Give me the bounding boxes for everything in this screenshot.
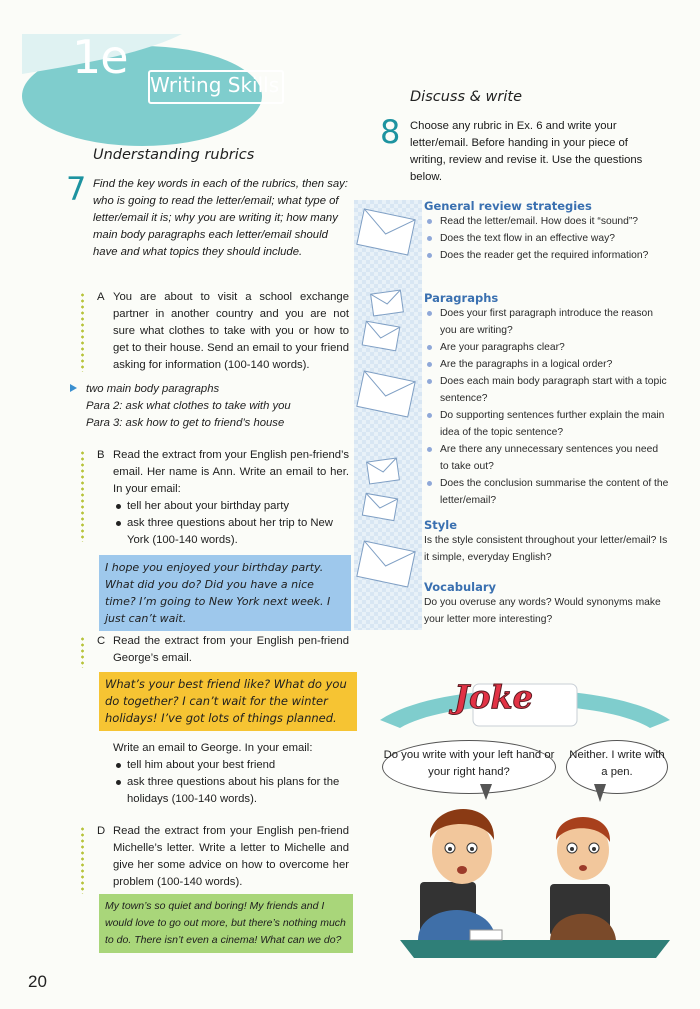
boy-right-figure <box>550 817 616 940</box>
general-review-item: Read the letter/email. How does it “sound”? <box>424 213 674 230</box>
paragraphs-item: Are the paragraphs in a logical order? <box>424 356 669 373</box>
task-d <box>97 823 349 891</box>
style-text: Is the style consistent throughout your letter/email? Is it simple, everyday English? <box>424 535 668 563</box>
general-review-item: Does the reader get the required information? <box>424 247 674 264</box>
task-b-bullet: tell her about your birthday party <box>113 498 349 515</box>
paragraphs-item: Are there any unnecessary sentences you need to take out? <box>424 441 669 475</box>
envelope-decoration <box>354 200 422 630</box>
exercise-7-instruction: Find the key words in each of the rubrics, then say: who is going to read the letter/email; what type of letter/email it is; why you are writing it; how many main body paragraphs each letter/email should have and what topics they should include. <box>93 178 348 258</box>
task-d-text: Read the extract from your English pen-friend Michelle’s letter. Write a letter to Michelle and give her some advice on how to overcome her problem (100-140 words). <box>113 825 349 888</box>
task-a <box>97 289 349 374</box>
task-a-dots <box>81 292 84 372</box>
style-title: Style <box>424 518 458 532</box>
task-c-letter: C <box>97 635 106 647</box>
task-c-instruction <box>113 740 349 808</box>
paragraphs-item: Are your paragraphs clear? <box>424 339 669 356</box>
task-c-text: Read the extract from your English pen-friend George’s email. <box>113 635 349 664</box>
general-review-title: General review strategies <box>424 199 592 213</box>
plan-line: two main body paragraphs <box>86 383 220 395</box>
unit-number: 1e <box>72 30 128 84</box>
unit-title: Writing Skills <box>150 73 280 97</box>
task-b-letter: B <box>97 449 105 461</box>
task-c-dots <box>81 636 84 668</box>
paragraphs-item: Does the conclusion summarise the content of the letter/email? <box>424 475 669 509</box>
task-d-letter: D <box>97 825 106 837</box>
task-a-plan <box>86 381 346 432</box>
task-c-bullet: ask three questions about his plans for the holidays (100-140 words). <box>113 774 349 808</box>
task-a-letter: A <box>97 291 105 303</box>
task-d-extract: My town’s so quiet and boring! My friends and I would love to go out more, but there’s nothing much to do. There isn’t even a cinema! What can we do? <box>99 894 353 953</box>
envelope-icon <box>371 290 404 316</box>
plan-arrow-icon <box>70 384 77 392</box>
paragraphs-title: Paragraphs <box>424 291 499 305</box>
task-b-extract: I hope you enjoyed your birthday party. What did you do? Did you have a nice time? I’m going to New York next week. I just can’t wait. <box>99 555 351 631</box>
joke-title: Joke <box>454 678 534 716</box>
task-b-bullet: ask three questions about her trip to New York (100-140 words). <box>113 515 349 549</box>
task-d-dots <box>81 826 84 894</box>
task-a-text: You are about to visit a school exchange partner in another country and you are not sure what clothes to take with you or how to get to their house. Send an email to your friend asking for information (100-140 words). <box>113 291 349 371</box>
envelope-icon <box>367 458 400 484</box>
task-c-extract: What’s your best friend like? What do you do together? I can’t wait for the winter holidays! I’ve got lots of things planned. <box>99 672 357 731</box>
plan-line: Para 2: ask what clothes to take with you <box>86 400 291 412</box>
speech-bubble-question: Do you write with your left hand or your right hand? <box>382 740 556 794</box>
discuss-write-heading: Discuss & write <box>410 89 522 105</box>
task-b-text: Read the extract from your English pen-friend’s email. Her name is Ann. Write an email to her. In your email: <box>113 449 349 495</box>
general-review-item: Does the text flow in an effective way? <box>424 230 674 247</box>
paragraphs-item: Does each main body paragraph start with a topic sentence? <box>424 373 669 407</box>
exercise-8-number: 8 <box>380 113 401 151</box>
joke-illustration <box>400 790 670 960</box>
boy-left-figure <box>418 809 496 940</box>
task-c-follow: Write an email to George. In your email: <box>113 742 313 754</box>
speech-bubble-answer: Neither. I write with a pen. <box>566 740 668 794</box>
exercise-7-number: 7 <box>66 170 87 208</box>
exercise-8-instruction: Choose any rubric in Ex. 6 and write your letter/email. Before handing in your piece of writing, review and revise it. Use the questions below. <box>410 120 643 183</box>
task-b-dots <box>81 450 84 542</box>
task-c <box>97 633 349 667</box>
paragraphs-item: Do supporting sentences further explain the main idea of the topic sentence? <box>424 407 669 441</box>
vocabulary-section <box>424 580 674 628</box>
task-b <box>97 447 349 549</box>
vocabulary-text: Do you overuse any words? Would synonyms make your letter more interesting? <box>424 597 661 625</box>
task-c-bullet: tell him about your best friend <box>113 757 349 774</box>
understanding-rubrics-heading: Understanding rubrics <box>93 147 255 163</box>
style-section <box>424 518 674 566</box>
plan-line: Para 3: ask how to get to friend’s house <box>86 417 285 429</box>
page-number: 20 <box>28 972 47 991</box>
envelope-icon <box>362 321 400 351</box>
paragraphs-item: Does your first paragraph introduce the reason you are writing? <box>424 305 669 339</box>
general-review-section <box>424 199 674 264</box>
paragraphs-section <box>424 291 669 509</box>
vocabulary-title: Vocabulary <box>424 580 497 594</box>
